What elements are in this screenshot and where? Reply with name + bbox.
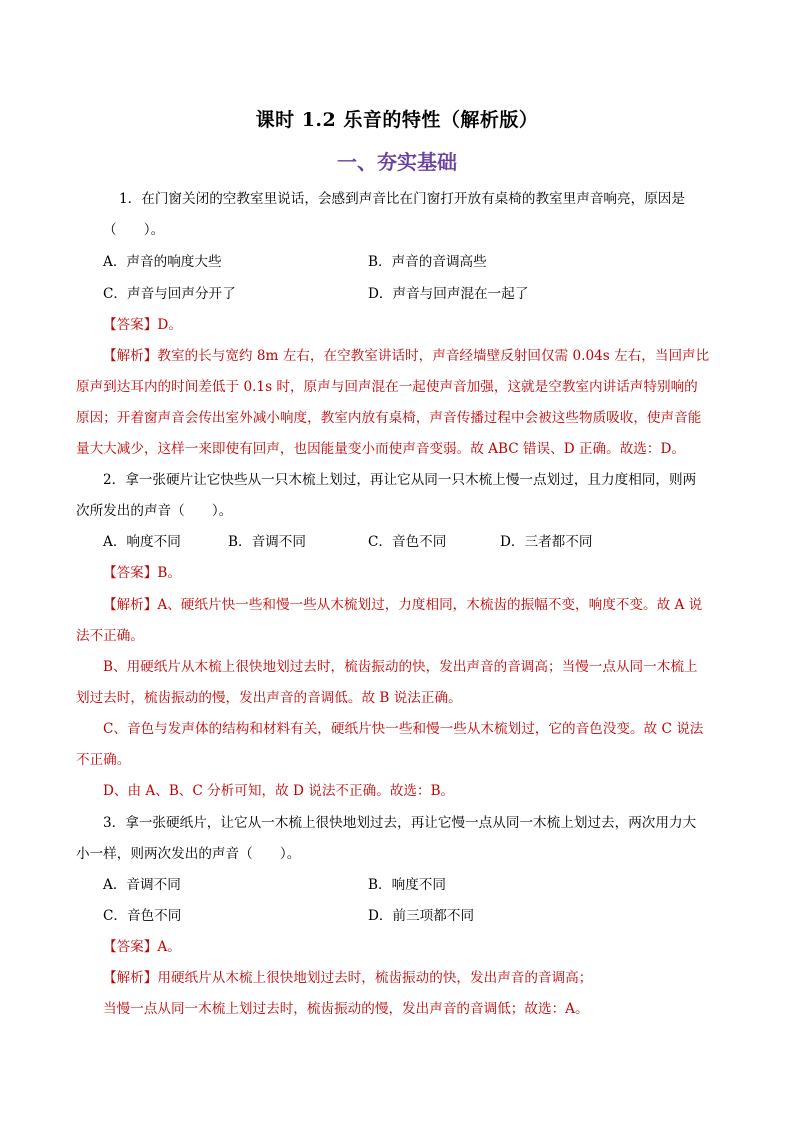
answer-tag: 【答案】 bbox=[103, 939, 158, 955]
q3-analysis-line2: 当慢一点从同一木梳上划过去时，梳齿振动的慢，发出声音的音调低；故选：A。 bbox=[103, 1001, 589, 1017]
q2-analysis-line7: D、由 A、B、C 分析可知，故 D 说法不正确。故选：B。 bbox=[103, 783, 455, 799]
q3-option-b: B．响度不同 bbox=[368, 877, 446, 893]
answer-tag: 【答案】 bbox=[103, 317, 158, 333]
q3-answer bbox=[103, 935, 794, 955]
q2-option-a: A．响度不同 bbox=[103, 534, 181, 550]
q2-option-c: C．音色不同 bbox=[368, 534, 447, 550]
q2-analysis-line4: 划过去时，梳齿振动的慢，发出声音的音调低。故 B 说法正确。 bbox=[76, 690, 462, 706]
q2-analysis-line5: C、音色与发声体的结构和材料有关，硬纸片快一些和慢一些从木梳划过，它的音色没变。故 C 说法 bbox=[103, 721, 704, 737]
q3-stem-line1: 3．拿一张硬纸片，让它从一木梳上很快地划过去，再让它慢一点从同一木梳上划过去，两次用力大 bbox=[103, 815, 697, 831]
q1-analysis-line3: 原因；开着窗声音会传出室外减小响度，教室内放有桌椅，声音传播过程中会被这些物质吸收，使声音能 bbox=[76, 410, 702, 426]
section-heading: 一、夯实基础 bbox=[337, 150, 457, 174]
q1-stem-line2: （ ）。 bbox=[103, 222, 165, 238]
q1-analysis-line1 bbox=[103, 344, 794, 364]
answer-value: A。 bbox=[157, 939, 181, 955]
q2-analysis-line6: 不正确。 bbox=[76, 752, 131, 768]
q2-stem-line2: 次所发出的声音（ ）。 bbox=[76, 503, 233, 519]
analysis-tag: 【解析】 bbox=[103, 597, 158, 613]
q2-answer bbox=[103, 561, 794, 581]
q1-option-a: A．声音的响度大些 bbox=[103, 254, 222, 270]
q1-stem-line1: 1．在门窗关闭的空教室里说话，会感到声音比在门窗打开放有桌椅的教室里声音响亮，原因是 bbox=[119, 191, 685, 207]
q3-option-c: C．音色不同 bbox=[103, 908, 182, 924]
q2-analysis-line3: B、用硬纸片从木梳上很快地划过去时，梳齿振动的快，发出声音的音调高；当慢一点从同一木梳上 bbox=[103, 659, 698, 675]
q3-analysis-line1 bbox=[103, 966, 794, 986]
q1-option-c: C．声音与回声分开了 bbox=[103, 286, 236, 302]
q2-analysis-line2: 法不正确。 bbox=[76, 628, 144, 644]
analysis-text: 教室的长与宽约 8m 左右，在空教室讲话时，声音经墙壁反射回仅需 0.04s 左右，当回声比 bbox=[157, 348, 710, 364]
analysis-tag: 【解析】 bbox=[103, 970, 158, 986]
q1-analysis-line2: 原声到达耳内的时间差低于 0.1s 时，原声与回声混在一起使声音加强，这就是空教室内讲话声特别响的 bbox=[76, 379, 698, 395]
q1-analysis-line4: 量大大减少，这样一来即使有回声，也因能量变小而使声音变弱。故 ABC 错误、D 正确。故选：D。 bbox=[76, 441, 685, 457]
analysis-tag: 【解析】 bbox=[103, 348, 158, 364]
q2-option-b: B．音调不同 bbox=[228, 534, 306, 550]
q3-option-a: A．音调不同 bbox=[103, 877, 181, 893]
q1-option-d: D．声音与回声混在一起了 bbox=[368, 286, 529, 302]
analysis-text: A、硬纸片快一些和慢一些从木梳划过，力度相同，木梳齿的振幅不变，响度不变。故 A 说 bbox=[157, 597, 703, 613]
q2-option-d: D．三者都不同 bbox=[500, 534, 593, 550]
page-title: 课时 1.2 乐音的特性（解析版） bbox=[255, 109, 539, 131]
analysis-text: 用硬纸片从木梳上很快地划过去时，梳齿振动的快，发出声音的音调高； bbox=[157, 970, 593, 986]
q2-analysis-line1 bbox=[103, 593, 794, 613]
q2-stem-line1: 2．拿一张硬片让它快些从一只木梳上划过，再让它从同一只木梳上慢一点划过，且力度相同，则两 bbox=[103, 472, 697, 488]
q1-option-b: B．声音的音调高些 bbox=[368, 254, 487, 270]
answer-tag: 【答案】 bbox=[103, 565, 158, 581]
answer-value: B。 bbox=[157, 565, 181, 581]
q3-stem-line2: 小一样，则两次发出的声音（ ）。 bbox=[76, 846, 301, 862]
q1-answer bbox=[103, 313, 794, 333]
answer-value: D。 bbox=[157, 317, 182, 333]
q3-option-d: D．前三项都不同 bbox=[368, 908, 475, 924]
